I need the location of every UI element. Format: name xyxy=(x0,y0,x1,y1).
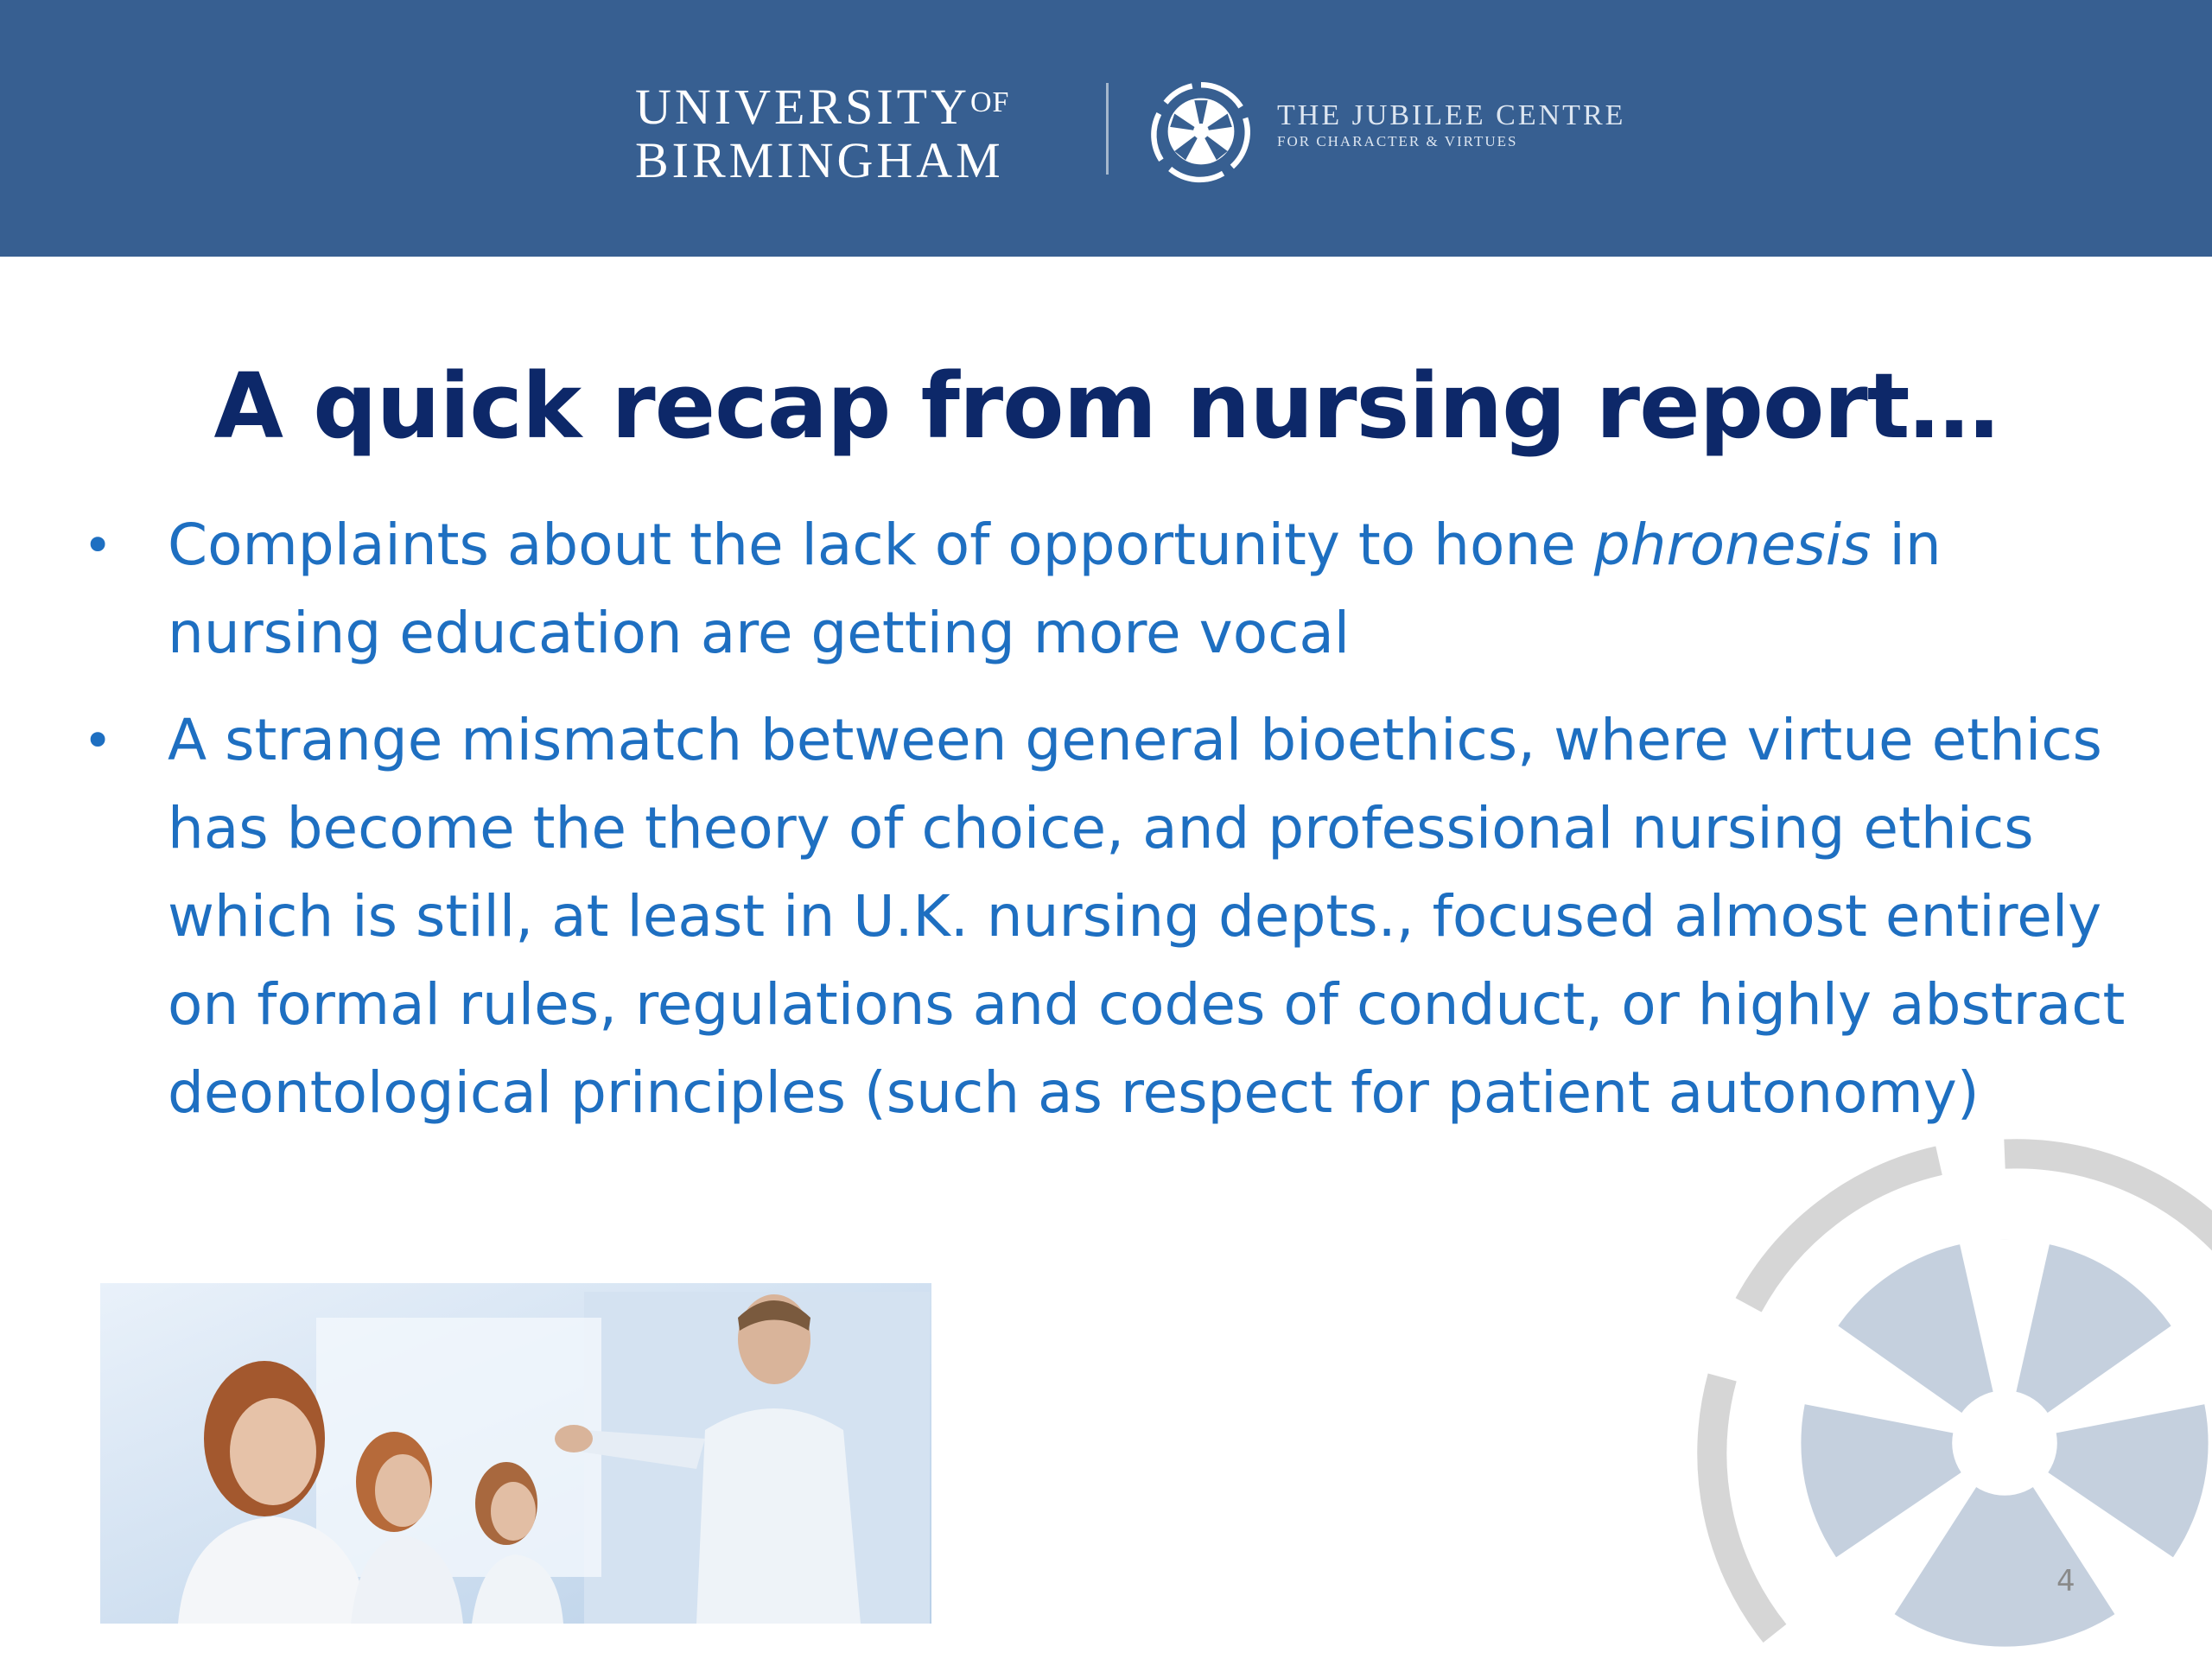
bullet-1-text-before: Complaints about the lack of opportunity to hone xyxy=(168,512,1594,578)
header-banner xyxy=(0,0,2212,257)
slide-title: A quick recap from nursing report… xyxy=(213,353,1999,459)
centre-line1: THE JUBILEE CENTRE xyxy=(1277,99,1626,131)
logo-divider xyxy=(1106,83,1109,175)
centre-line2: FOR CHARACTER & VIRTUES xyxy=(1277,133,1518,149)
university-of-birmingham-logo xyxy=(635,76,1009,188)
university-of: OF xyxy=(969,86,1010,118)
bullet-item xyxy=(78,696,2152,1137)
bullet-marker: • xyxy=(83,516,113,575)
bullet-1-text-after: in nursing education are getting more vocal xyxy=(168,512,1942,666)
bullet-item xyxy=(78,501,2152,677)
bullet-list xyxy=(78,501,2152,1156)
page-number: 4 xyxy=(2056,1564,2075,1599)
nursing-classroom-photo xyxy=(100,1283,931,1624)
university-line2: BIRMINGHAM xyxy=(635,132,1004,188)
jubilee-centre-watermark-icon xyxy=(1676,1115,2212,1659)
university-line1: UNIVERSITY xyxy=(635,79,970,135)
bullet-1-emphasis: phronesis xyxy=(1593,512,1872,578)
jubilee-centre-emblem-icon xyxy=(1146,76,1256,187)
bullet-marker: • xyxy=(83,711,113,770)
bullet-2-text: A strange mismatch between general bioethics, where virtue ethics has become the theory of choice, and professional nursing ethics which is still, at least in U.K. nursing depts., focused almost entirely on formal rules, regulations and codes of conduct, or highly abstract deontological principles (such as respect for patient autonomy) xyxy=(168,707,2126,1126)
jubilee-centre-wordmark xyxy=(1277,100,1625,152)
